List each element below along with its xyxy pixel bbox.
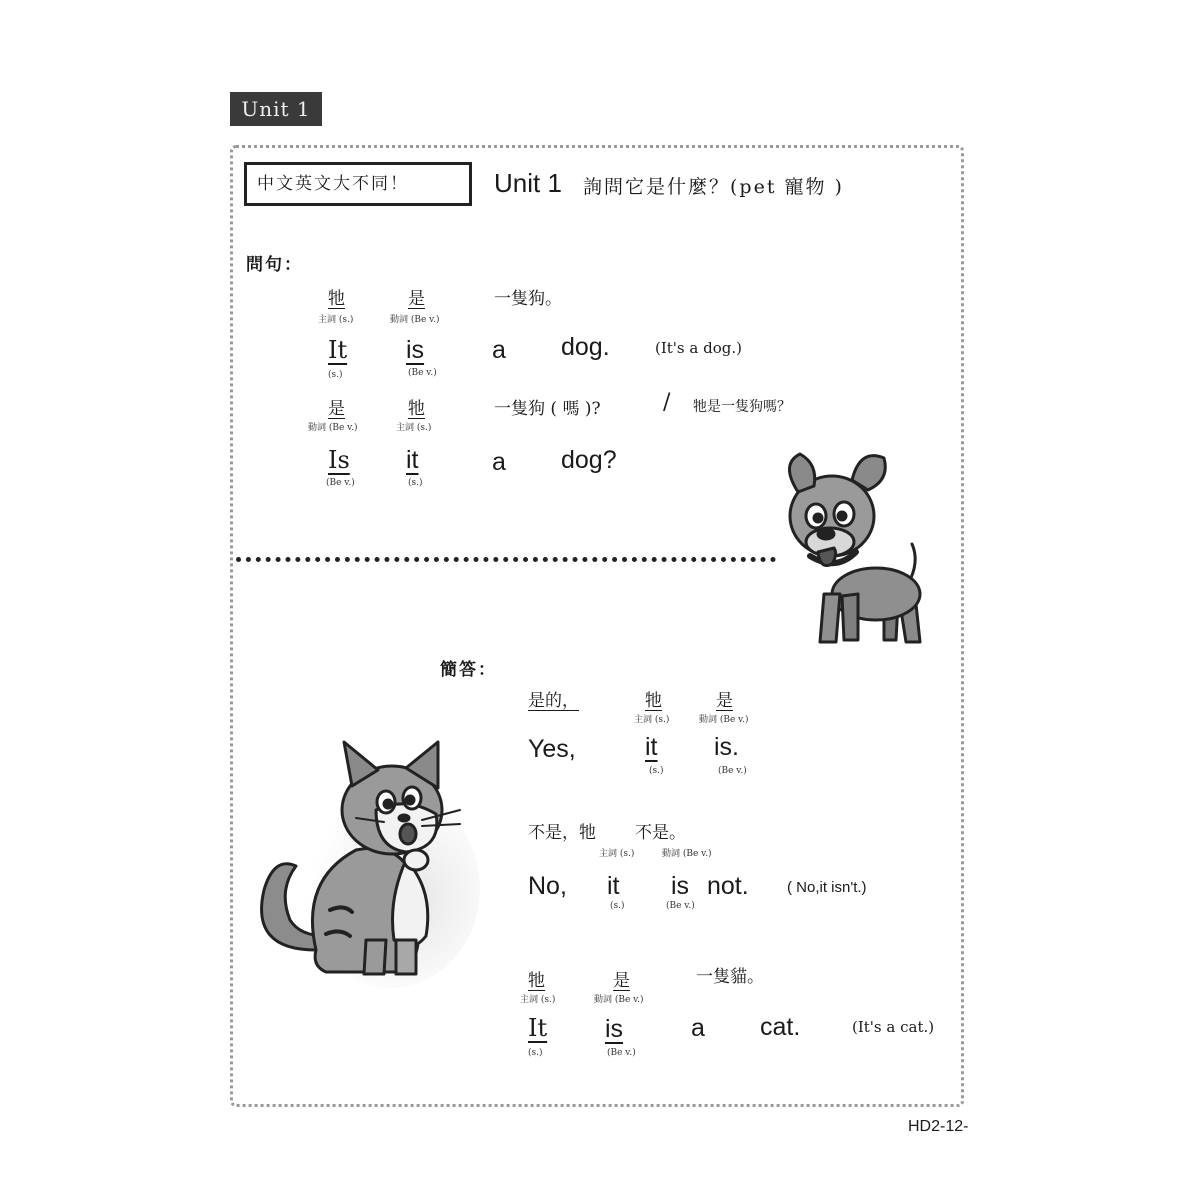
a-no-verb-tag-zh: 動詞 (Be v.) <box>662 849 712 859</box>
a-cat-verb-tag-zh: 動詞 (Be v.) <box>594 995 644 1005</box>
q2-subject: It <box>328 336 348 364</box>
section-divider <box>236 557 776 562</box>
a-yes-verb-zh: 是 <box>716 691 733 711</box>
a-yes-lead: Yes, <box>528 735 576 763</box>
a-no-lead: No, <box>528 872 567 900</box>
q3-verb-tag: 動詞 (Be v.) <box>308 423 358 433</box>
q3-verb-zh: 是 <box>328 399 345 419</box>
q4-noun: dog? <box>561 446 617 474</box>
a-yes-verb-tag: (Be v.) <box>718 766 747 776</box>
answer-label: 簡答： <box>440 660 497 680</box>
q1-subject-tag: 主詞 (s.) <box>318 315 354 325</box>
a-cat-subject-zh: 牠 <box>528 971 545 991</box>
q2-note: (It's a dog.) <box>655 339 742 357</box>
a-cat-verb: is <box>605 1015 624 1043</box>
a-no-subject-tag: (s.) <box>610 901 625 911</box>
a-yes-subject-tag: (s.) <box>649 766 664 776</box>
q2-noun: dog. <box>561 333 610 361</box>
q2-verb: is <box>406 336 425 364</box>
section-heading-box: 中文英文大不同！ <box>244 162 472 206</box>
a-cat-verb-zh: 是 <box>613 971 630 991</box>
a-yes-subject-zh: 牠 <box>645 691 662 711</box>
a-no-neg: not. <box>707 872 749 900</box>
q4-verb-tag: (Be v.) <box>326 478 355 488</box>
title-unit: Unit 1 <box>494 168 562 198</box>
q4-verb: Is <box>328 446 350 474</box>
q2-article: a <box>492 336 506 364</box>
a-no-verb-tag: (Be v.) <box>666 901 695 911</box>
q1-subject-zh: 牠 <box>328 289 345 309</box>
q3-subject-tag: 主詞 (s.) <box>396 423 432 433</box>
cat-illustration <box>256 740 480 990</box>
a-no-subject-tag-zh: 主詞 (s.) <box>599 849 635 859</box>
a-cat-article: a <box>691 1014 705 1042</box>
q3-rest-zh: 一隻狗 ( 嗎 )? <box>494 399 601 419</box>
question-label: 問句： <box>246 255 303 275</box>
a-cat-subject-tag-zh: 主詞 (s.) <box>520 995 556 1005</box>
a-no-lead-zh: 不是，牠 <box>528 823 596 843</box>
a-cat-subject-tag: (s.) <box>528 1048 543 1058</box>
a-yes-subject: it <box>645 733 658 761</box>
q1-verb-tag: 動詞 (Be v.) <box>390 315 440 325</box>
q2-verb-tag: (Be v.) <box>408 368 437 378</box>
q1-verb-zh: 是 <box>408 289 425 309</box>
unit-tab: Unit 1 <box>230 92 322 126</box>
a-no-verb: is <box>671 872 690 900</box>
a-yes-subject-tag-zh: 主詞 (s.) <box>634 715 670 725</box>
q4-subject: it <box>406 446 419 474</box>
a-no-subject: it <box>607 872 620 900</box>
dog-illustration <box>780 444 940 660</box>
a-cat-subject: It <box>528 1014 548 1042</box>
a-cat-verb-tag: (Be v.) <box>607 1048 636 1058</box>
a-cat-rest-zh: 一隻貓。 <box>696 967 764 987</box>
a-cat-noun: cat. <box>760 1013 801 1041</box>
q3-slash: / <box>663 390 671 415</box>
q4-article: a <box>492 448 506 476</box>
q2-subject-tag: (s.) <box>328 370 343 380</box>
a-yes-lead-zh: 是的， <box>528 691 579 711</box>
a-no-neg-zh: 不是。 <box>635 823 686 843</box>
title-text: 詢問它是什麼？(pet 寵物 ) <box>583 176 844 198</box>
a-cat-note: (It's a cat.) <box>852 1018 935 1036</box>
a-yes-verb: is. <box>714 733 739 761</box>
q4-subject-tag: (s.) <box>408 478 423 488</box>
q1-rest-zh: 一隻狗。 <box>494 289 562 309</box>
q3-subject-zh: 牠 <box>408 399 425 419</box>
q3-alt-zh: 牠是一隻狗嗎？ <box>693 399 791 415</box>
a-no-note: ( No,it isn't.) <box>787 879 867 896</box>
a-yes-verb-tag-zh: 動詞 (Be v.) <box>699 715 749 725</box>
page-number: HD2-12- <box>908 1118 969 1135</box>
